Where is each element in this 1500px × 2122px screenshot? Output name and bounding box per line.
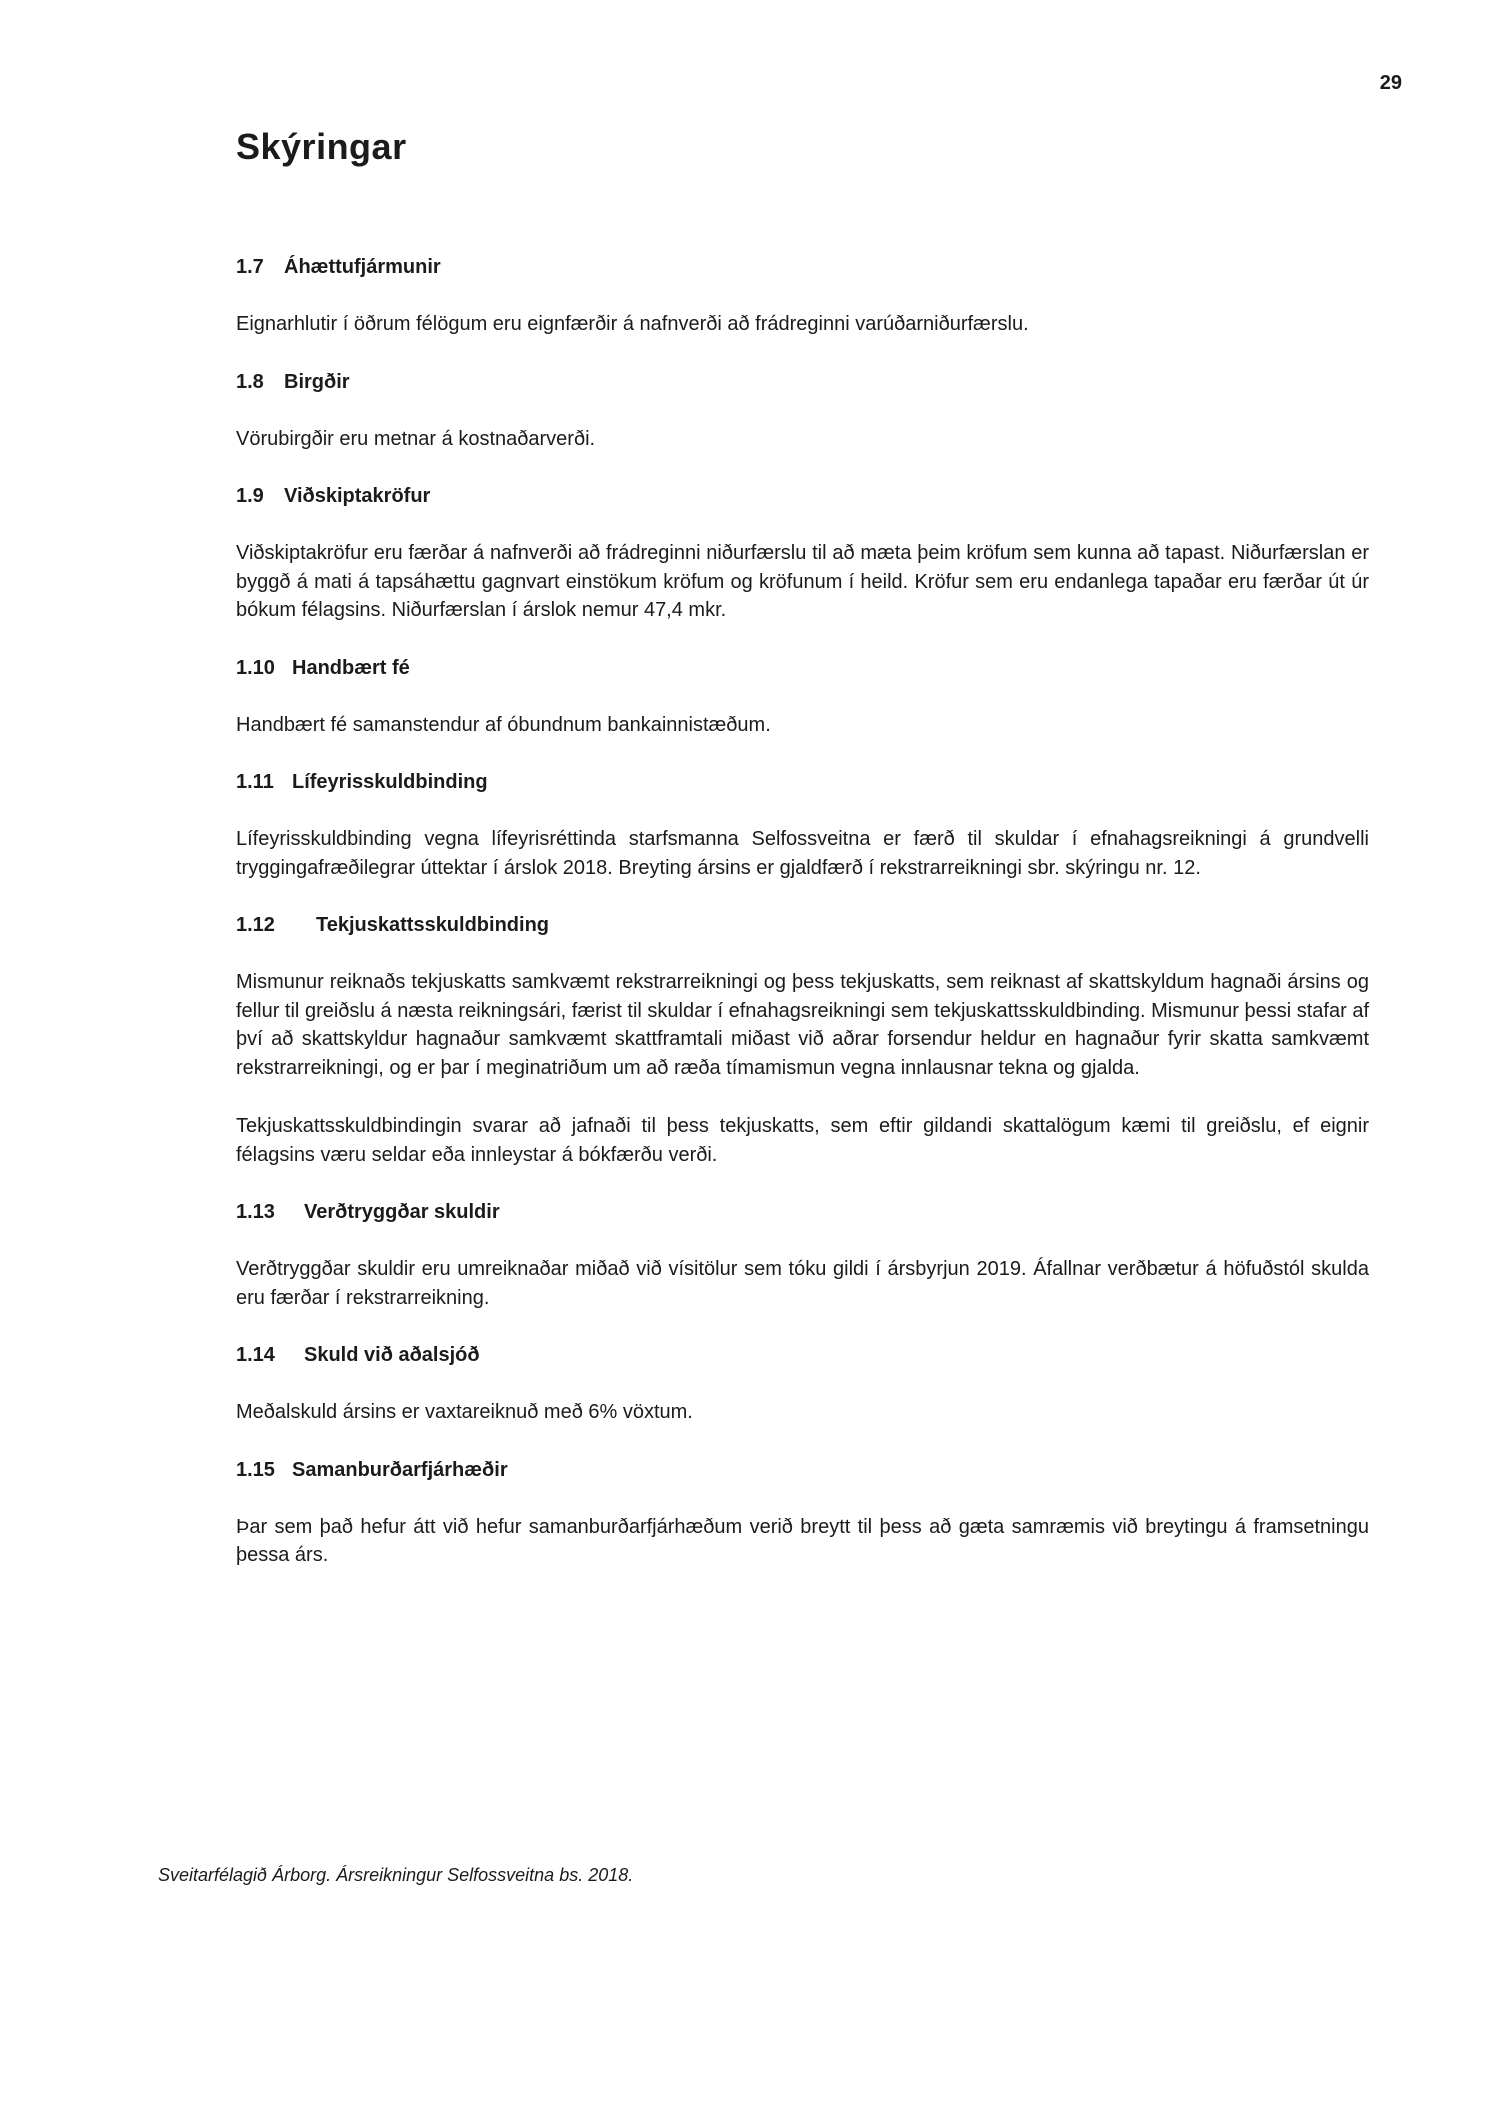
note-section [236, 483, 1369, 625]
section-paragraph: Eignarhlutir í öðrum félögum eru eignfærðir á nafnverði að frádreginni varúðarniðurfærslu. [236, 313, 1029, 335]
note-section [236, 1199, 1369, 1312]
section-paragraph: Vörubirgðir eru metnar á kostnaðarverði. [236, 427, 596, 450]
section-title: Skuld við aðalsjóð [304, 1344, 480, 1366]
section-number: 1.11 [236, 771, 274, 793]
section-paragraph: Viðskiptakröfur eru færðar á nafnverði að frádreginni niðurfærslu til að mæta þeim kröfum sem kunna að tapast. Niðurfærslan er byggð á mati á tapsáhættu gagnvart einstökum kröfum og kröfunum í heild. Kröfur sem eru endanlega tapaðar eru færðar út úr bókum félagsins. Niðurfærslan í árslok nemur 47,4 mkr. [236, 542, 1369, 621]
section-paragraph: Tekjuskattsskuldbindingin svarar að jafnaði til þess tekjuskatts, sem eftir gildandi skattalögum kæmi til greiðslu, ef eignir félagsins væru seldar eða innleystar á bókfærðu verði. [236, 1115, 1369, 1166]
section-title: Samanburðarfjárhæðir [292, 1458, 508, 1481]
section-heading [236, 1457, 1369, 1483]
section-title: Birgðir [284, 370, 350, 393]
section-title: Tekjuskattsskuldbinding [316, 914, 549, 936]
section-number: 1.7 [236, 256, 264, 278]
section-title: Lífeyrisskuldbinding [292, 771, 488, 793]
note-section [236, 1457, 1369, 1570]
section-number: 1.8 [236, 370, 264, 393]
note-section [236, 769, 1369, 882]
section-heading [236, 1199, 1369, 1225]
section-number: 1.12 [236, 914, 275, 936]
section-paragraph: Handbært fé samanstendur af óbundnum bankainnistæðum. [236, 713, 771, 736]
section-paragraph: Meðalskuld ársins er vaxtareiknuð með 6% vöxtum. [236, 1401, 693, 1423]
note-section [236, 655, 1369, 740]
section-paragraph: Lífeyrisskuldbinding vegna lífeyrisréttinda starfsmanna Selfossveitna er færð til skuldar í efnahagsreikningi á grundvelli tryggingafræðilegrar úttektar í árslok 2018. Breyting ársins er gjaldfærð í rekstrarreikningi sbr. skýringu nr. 12. [236, 828, 1369, 879]
section-title: Handbært fé [292, 656, 410, 679]
section-number: 1.9 [236, 485, 264, 507]
section-heading [236, 483, 1369, 509]
section-paragraph: Mismunur reiknaðs tekjuskatts samkvæmt rekstrarreikningi og þess tekjuskatts, sem reiknast af skattskyldum hagnaði ársins og fellur til greiðslu á næsta reikningsári, færist til skuldar í efnahagsreikningi sem tekjuskattsskuldbinding. Mismunur þessi stafar af því að skattskyldur hagnaður samkvæmt skattframtali miðast við aðrar forsendur heldur en hagnaður fyrir skatta samkvæmt rekstrarreikningi, og er þar í meginatriðum um að ræða tímamismun vegna innlausnar tekna og gjalda. [236, 971, 1369, 1079]
section-heading [236, 769, 1369, 795]
section-title: Verðtryggðar skuldir [304, 1201, 500, 1223]
notes-content [236, 254, 1369, 1600]
section-number: 1.15 [236, 1458, 275, 1481]
page-footer: Sveitarfélagið Árborg. Ársreikningur Selfossveitna bs. 2018. [158, 1865, 634, 1885]
note-section [236, 1342, 1369, 1427]
section-heading [236, 1342, 1369, 1368]
section-paragraph: Þar sem það hefur átt við hefur samanburðarfjárhæðum verið breytt til þess að gæta samræmis við breytingu á framsetningu þessa árs. [236, 1515, 1369, 1566]
section-number: 1.13 [236, 1201, 275, 1223]
note-section [236, 369, 1369, 454]
section-number: 1.14 [236, 1344, 275, 1366]
note-section [236, 254, 1369, 339]
page-title: Skýringar [236, 126, 407, 167]
section-heading [236, 369, 1369, 395]
page-number: 29 [1379, 72, 1402, 94]
section-number: 1.10 [236, 656, 275, 679]
section-heading [236, 655, 1369, 681]
section-heading [236, 254, 1369, 280]
section-title: Viðskiptakröfur [284, 485, 431, 507]
section-title: Áhættufjármunir [284, 256, 441, 278]
note-section [236, 912, 1369, 1169]
section-paragraph: Verðtryggðar skuldir eru umreiknaðar miðað við vísitölur sem tóku gildi í ársbyrjun 2019. Áfallnar verðbætur á höfuðstól skulda eru færðar í rekstrarreikning. [236, 1258, 1369, 1309]
section-heading [236, 912, 1369, 938]
